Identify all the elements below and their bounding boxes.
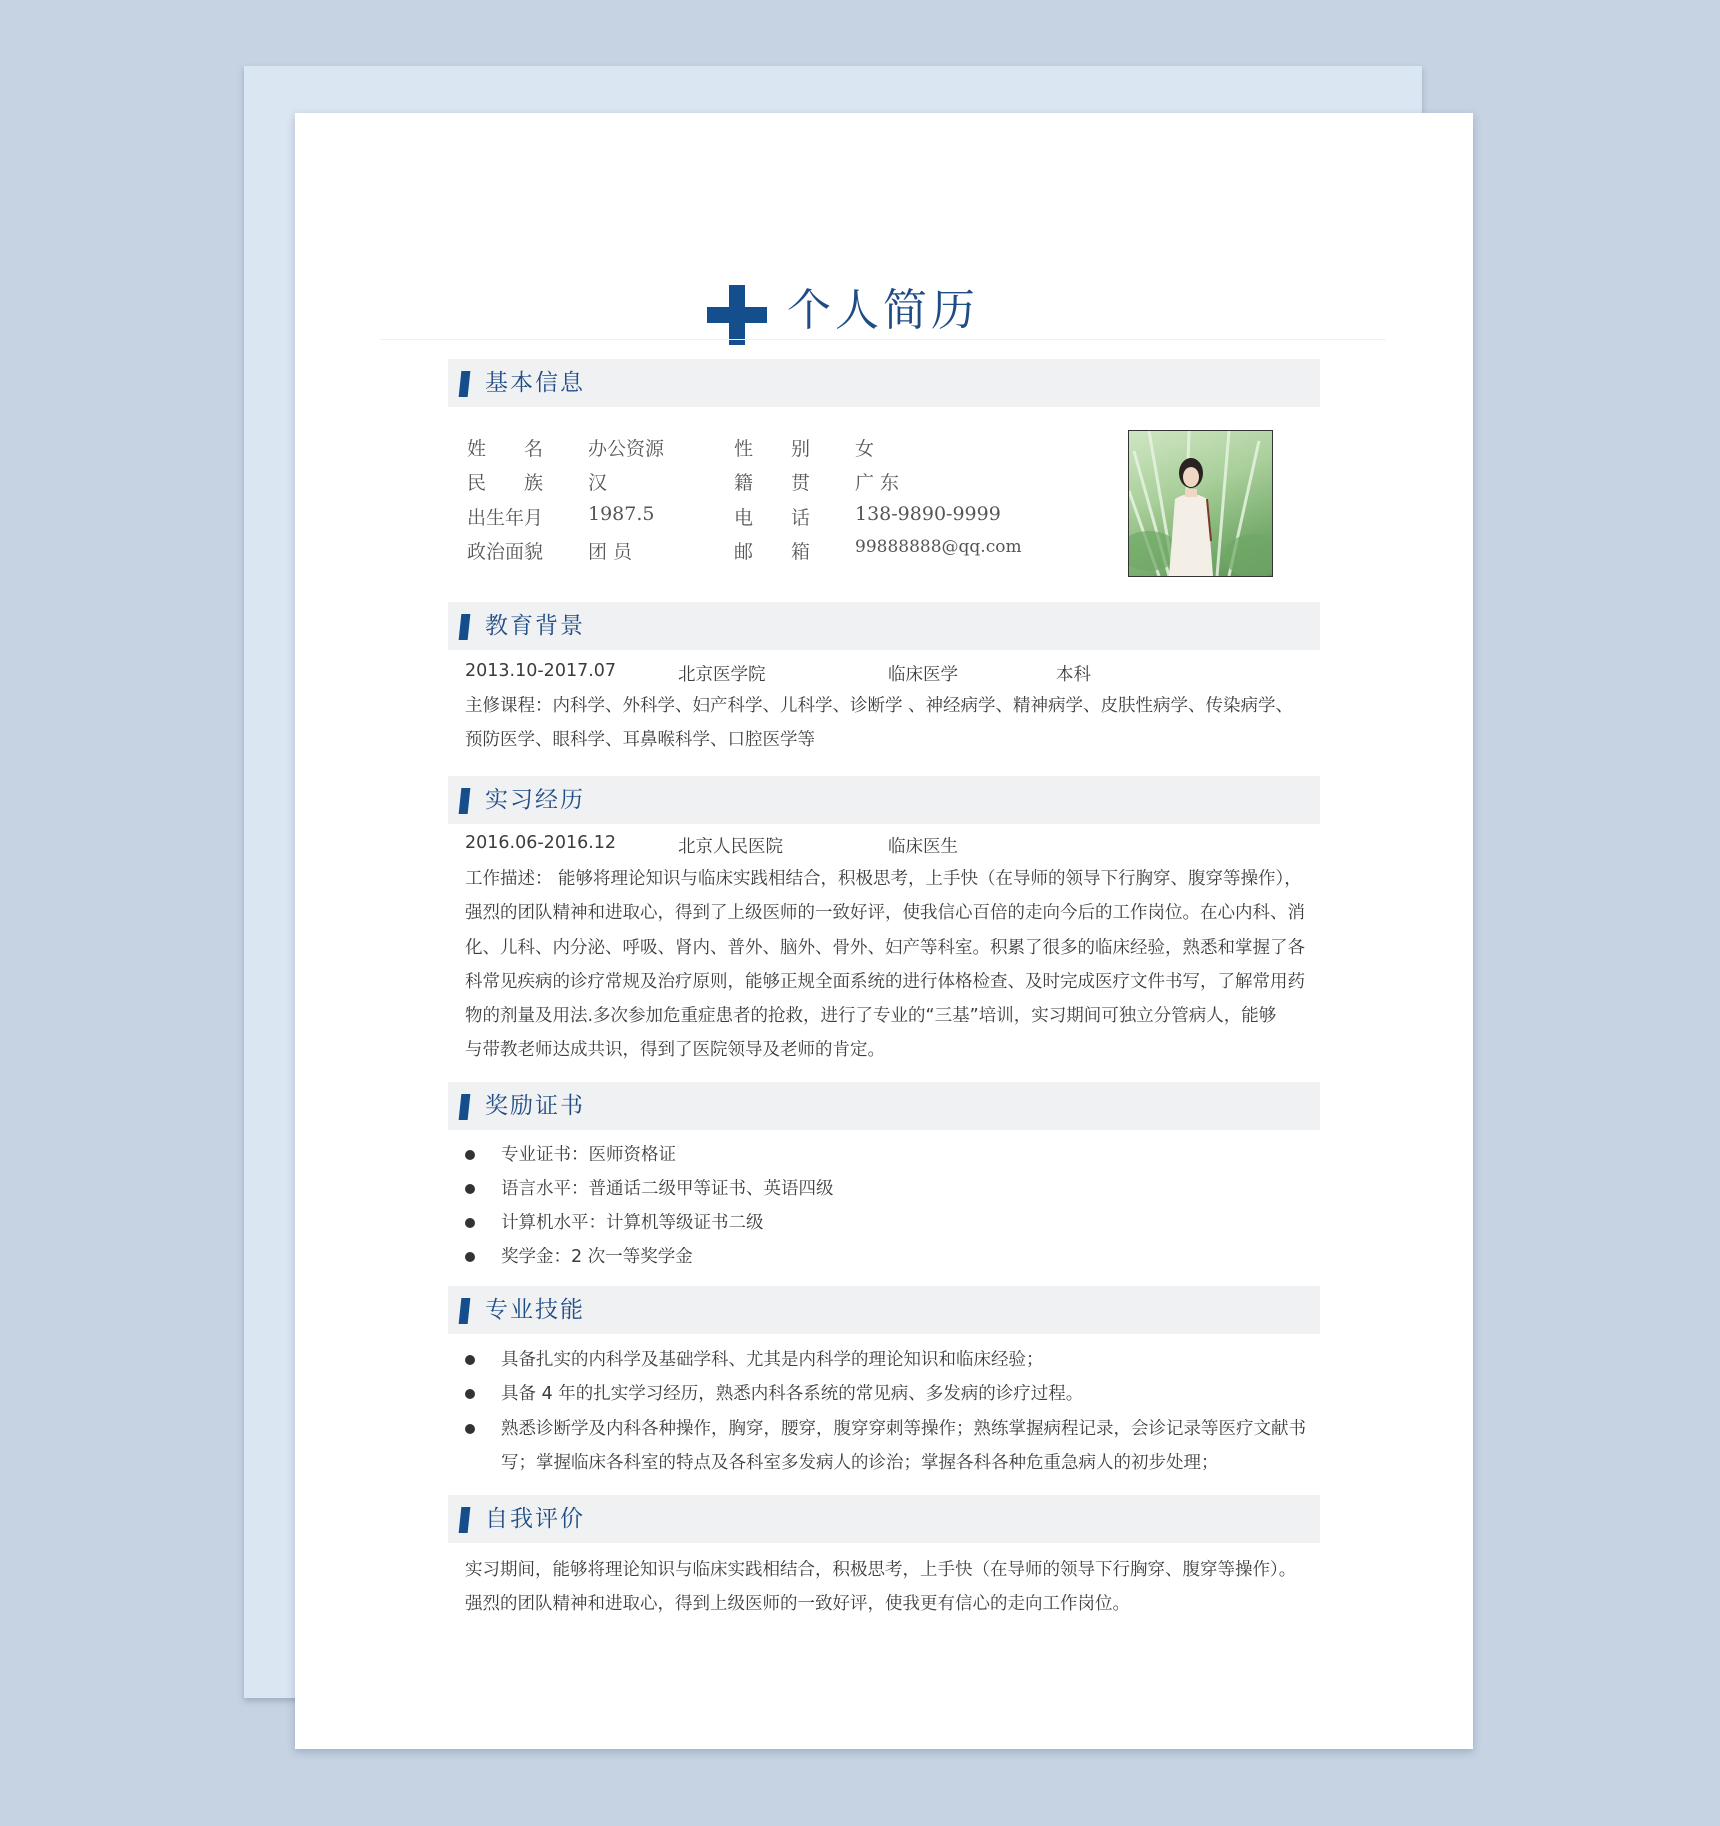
origin-value: 广 东: [855, 472, 900, 494]
section-education-header: [448, 602, 1320, 650]
bullet-icon: [465, 1184, 475, 1194]
section-internship-header: [448, 776, 1320, 824]
description-line: 工作描述： 能够将理论知识与临床实践相结合，积极思考，上手快（在导师的领导下行胸穿、腹穿等操作），: [465, 869, 1302, 889]
birth-value: 1987.5: [588, 503, 655, 525]
bullet-icon: [465, 1355, 475, 1365]
title-row: [295, 271, 1473, 355]
section-bar-icon: [459, 1094, 471, 1120]
section-awards-header: [448, 1082, 1320, 1130]
political-value: 团 员: [588, 541, 633, 563]
education-period: 2013.10-2017.07: [465, 661, 617, 681]
name-value: 办公资源: [588, 438, 665, 460]
profile-photo: [1128, 430, 1273, 577]
ethnic-value: 汉: [588, 472, 608, 494]
courses-line: 主修课程：内科学、外科学、妇产科学、儿科学、诊断学 、神经病学、精神病学、皮肤性病学、传染病学、: [465, 696, 1294, 716]
section-title: 专业技能: [485, 1297, 585, 1323]
internship-period: 2016.06-2016.12: [465, 833, 617, 853]
internship-role: 临床医生: [888, 837, 958, 857]
section-title: 奖励证书: [485, 1093, 585, 1119]
resume-page: 个人简历 基本信息 姓 名 办公资源 性 别 女 民 族 汉 籍 贯 广 东 出生年月 1987.5 电 话 138-9890-9999 政治面貌 团 员 邮 箱 99888888@qq.com 教育背景 2013.10-2017.07 北京医学院 临床医学 本科 主修课程：内科学、外科学、妇产科学、儿科学、诊断学 、神经病学、精神病学、皮肤性病学、传染病学、 预防医学、眼科学、耳鼻喉科学、口腔医学等 实习经历 2016.06-2016.12 北京人民医院 临床医生 工作描述： 能够将理论知识与临床实践相结合，积极思考，上手快（在导师的领导下行胸穿、腹穿等操作）， 强烈的团队精神和进取心，得到了上级医师的一致好评，使我信心百倍的走向今后的工作岗位。在心内科、消 化、儿科、内分泌、呼吸、肾内、普外、脑外、骨外、妇产等科室。积累了很多的临床经验，熟悉和掌握了各 科常见疾病的诊疗常规及治疗原则，能够正规全面系统的进行体格检查、及时完成医疗文件书写，了解常用药 物的剂量及用法.多次参加危重症患者的抢救，进行了专业的“三基”培训，实习期间可独立分管病人，能够 与带教老师达成共识，得到了医院领导及老师的肯定。 奖励证书 专业证书：医师资格证 语言水平：普通话二级甲等证书、英语四级 计算机水平：计算机等级证书二级 奖学金：2 次一等奖学金 专业技能 具备扎实的内科学及基础学科、尤其是内科学的理论知识和临床经验； 具备 4 年的扎实学习经历，熟悉内科各系统的常见病、多发病的诊疗过程。 熟悉诊断学及内科各种操作，胸穿，腰穿，腹穿穿刺等操作；熟练掌握病程记录，会诊记录等医疗文献书 写；掌握临床各科室的特点及各科室多发病人的诊治；掌握各科各种危重急病人的初步处理； 自我评价 实习期间，能够将理论知识与临床实践相结合，积极思考，上手快（在导师的领导下行胸穿、腹穿等操作）。 强烈的团队精神和进取心，得到上级医师的一致好评，使我更有信心的走向工作岗位。: [295, 113, 1473, 1749]
description-line: 与带教老师达成共识，得到了医院领导及老师的肯定。: [465, 1040, 885, 1061]
bullet-icon: [465, 1218, 475, 1228]
ethnic-label: 民 族: [467, 472, 544, 494]
self-line: 强烈的团队精神和进取心，得到上级医师的一致好评，使我更有信心的走向工作岗位。: [465, 1594, 1130, 1615]
page-title: 个人简历: [787, 285, 979, 336]
internship-hospital: 北京人民医院: [678, 837, 783, 857]
description-line: 化、儿科、内分泌、呼吸、肾内、普外、脑外、骨外、妇产等科室。积累了很多的临床经验，熟悉和掌握了各: [465, 937, 1305, 958]
bullet-icon: [465, 1424, 475, 1434]
name-label: 姓 名: [467, 438, 544, 460]
origin-label: 籍 贯: [734, 472, 811, 494]
description-line: 强烈的团队精神和进取心，得到了上级医师的一致好评，使我信心百倍的走向今后的工作岗位。在心内科、消: [465, 903, 1305, 924]
bullet-icon: [465, 1252, 475, 1262]
self-evaluation: [465, 1553, 1325, 1622]
email-label: 邮 箱: [734, 541, 811, 563]
section-bar-icon: [459, 371, 471, 397]
bullet-icon: [465, 1389, 475, 1399]
description-line: 物的剂量及用法.多次参加危重症患者的抢救，进行了专业的“三基”培训，实习期间可独立分管病人，能够: [465, 1006, 1277, 1027]
description-line: 科常见疾病的诊疗常规及治疗原则，能够正规全面系统的进行体格检查、及时完成医疗文件书写，了解常用药: [465, 971, 1305, 992]
bullet-icon: [465, 1150, 475, 1160]
education-courses: [465, 689, 1325, 758]
political-label: 政治面貌: [467, 541, 544, 563]
section-basic-header: [448, 359, 1320, 407]
section-skills-header: [448, 1286, 1320, 1334]
section-title: 自我评价: [485, 1506, 585, 1532]
title-divider: [380, 339, 1386, 340]
email-value: 99888888@qq.com: [855, 537, 1022, 557]
education-school: 北京医学院: [678, 665, 766, 685]
section-bar-icon: [459, 1507, 471, 1533]
education-degree: 本科: [1056, 665, 1091, 685]
gender-value: 女: [855, 438, 875, 460]
medical-cross-icon: [707, 285, 767, 345]
section-title: 教育背景: [485, 613, 585, 639]
section-title: 实习经历: [485, 787, 585, 813]
section-title: 基本信息: [485, 370, 585, 396]
gender-label: 性 别: [734, 438, 811, 460]
courses-line: 预防医学、眼科学、耳鼻喉科学、口腔医学等: [465, 730, 815, 751]
phone-label: 电 话: [734, 507, 811, 529]
section-bar-icon: [459, 614, 471, 640]
birth-label: 出生年月: [467, 507, 544, 529]
education-major: 临床医学: [888, 665, 958, 685]
section-self-header: [448, 1495, 1320, 1543]
section-bar-icon: [459, 1298, 471, 1324]
section-bar-icon: [459, 788, 471, 814]
self-line: 实习期间，能够将理论知识与临床实践相结合，积极思考，上手快（在导师的领导下行胸穿、腹穿等操作）。: [465, 1560, 1297, 1580]
internship-description: [465, 862, 1325, 1068]
phone-value: 138-9890-9999: [855, 503, 1001, 525]
